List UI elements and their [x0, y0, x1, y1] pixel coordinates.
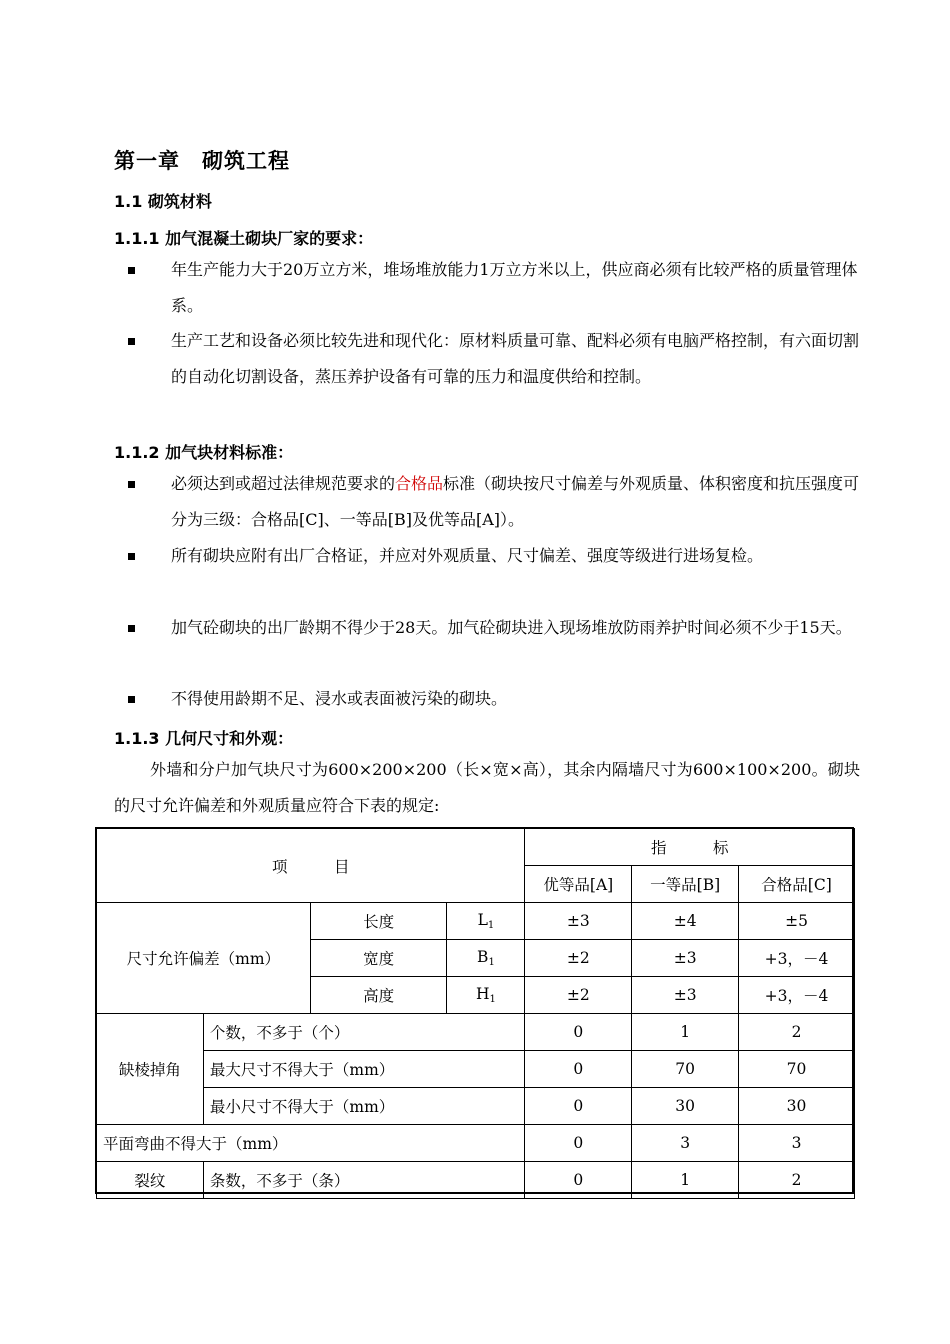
bullet-icon [128, 338, 135, 345]
body-paragraph: 外墙和分户加气块尺寸为600×200×200（长×宽×高），其余内隔墙尺寸为600×100×200。砌块的尺寸允许偏差和外观质量应符合下表的规定: [114, 760, 860, 815]
value-c: +3，－4 [739, 940, 855, 977]
row-name: 长度 [310, 903, 447, 940]
row-name: 最大尺寸不得大于（mm） [203, 1051, 525, 1088]
bullet-text: 生产工艺和设备必须比较先进和现代化：原材料质量可靠、配料必须有电脑严格控制，有六面切割的自动化切割设备，蒸压养护设备有可靠的压力和温度供给和控制。 [171, 331, 860, 386]
corner-group-label: 缺棱掉角 [97, 1014, 204, 1125]
table-row [97, 1088, 855, 1125]
value-b: 30 [632, 1088, 739, 1125]
header-grade-c: 合格品[C] [739, 866, 855, 903]
spec-table [96, 828, 855, 1199]
value-c: 3 [739, 1125, 855, 1162]
value-a: ±3 [525, 903, 632, 940]
section-heading-1-1-2: 1.1.2 加气块材料标准： [114, 443, 294, 462]
size-group-label: 尺寸允许偏差（mm） [97, 903, 311, 1014]
bullet-icon [128, 553, 135, 560]
header-grade-b: 一等品[B] [632, 866, 739, 903]
bullet-text: 加气砼砌块的出厂龄期不得少于28天。加气砼砌块进入现场堆放防雨养护时间必须不少于15天。 [171, 618, 852, 637]
crack-group-label: 裂纹 [97, 1162, 204, 1199]
value-a: ±2 [525, 940, 632, 977]
bullet-icon [128, 625, 135, 632]
row-name: 平面弯曲不得大于（mm） [97, 1125, 525, 1162]
value-a: 0 [525, 1014, 632, 1051]
value-c: +3，－4 [739, 977, 855, 1014]
row-name: 高度 [310, 977, 447, 1014]
value-c: 2 [739, 1162, 855, 1199]
table-row [97, 1125, 855, 1162]
highlight-text: 合格品 [395, 474, 444, 493]
value-b: 3 [632, 1125, 739, 1162]
chapter-title: 第一章 砌筑工程 [114, 149, 290, 173]
value-a: ±2 [525, 977, 632, 1014]
row-symbol: $H_1$ [447, 977, 525, 1014]
row-name: 条数，不多于（条） [203, 1162, 525, 1199]
table-row [97, 1014, 855, 1051]
value-a: 0 [525, 1162, 632, 1199]
value-b: ±3 [632, 977, 739, 1014]
bullet-icon [128, 696, 135, 703]
section-heading-1-1-1: 1.1.1 加气混凝土砌块厂家的要求： [114, 229, 374, 248]
row-symbol: $B_1$ [447, 940, 525, 977]
section-heading-1-1: 1.1 砌筑材料 [114, 192, 212, 211]
header-item: 项 目 [97, 829, 525, 903]
value-a: 0 [525, 1088, 632, 1125]
value-b: 70 [632, 1051, 739, 1088]
value-c: 70 [739, 1051, 855, 1088]
bullet-text [171, 466, 861, 538]
value-c: ±5 [739, 903, 855, 940]
value-c: 30 [739, 1088, 855, 1125]
row-name: 宽度 [310, 940, 447, 977]
bullet-text: 所有砌块应附有出厂合格证，并应对外观质量、尺寸偏差、强度等级进行进场复检。 [171, 546, 764, 565]
bullet-text: 不得使用龄期不足、浸水或表面被污染的砌块。 [171, 689, 508, 708]
bullet-icon [128, 267, 135, 274]
value-b: ±4 [632, 903, 739, 940]
value-b: 1 [632, 1014, 739, 1051]
value-b: ±3 [632, 940, 739, 977]
section-heading-1-1-3: 1.1.3 几何尺寸和外观： [114, 729, 294, 748]
header-index: 指 标 [525, 829, 855, 866]
bullet-text-post: 标准（砌块按尺寸偏差与外观质量、体积密度和抗压强度可分为三级：合格品[C]、一等品[B]及优等品[A]）。 [171, 474, 860, 529]
row-name: 个数，不多于（个） [203, 1014, 525, 1051]
value-c: 2 [739, 1014, 855, 1051]
table-row [97, 903, 855, 940]
bullet-icon [128, 481, 135, 488]
value-a: 0 [525, 1051, 632, 1088]
bullet-text: 年生产能力大于20万立方米，堆场堆放能力1万立方米以上，供应商必须有比较严格的质量管理体系。 [171, 260, 858, 315]
row-name: 最小尺寸不得大于（mm） [203, 1088, 525, 1125]
bullet-text-pre: 必须达到或超过法律规范要求的 [171, 474, 396, 493]
table-row [97, 1162, 855, 1199]
value-a: 0 [525, 1125, 632, 1162]
table-row [97, 1051, 855, 1088]
header-grade-a: 优等品[A] [525, 866, 632, 903]
value-b: 1 [632, 1162, 739, 1199]
row-symbol: $L_1$ [447, 903, 525, 940]
